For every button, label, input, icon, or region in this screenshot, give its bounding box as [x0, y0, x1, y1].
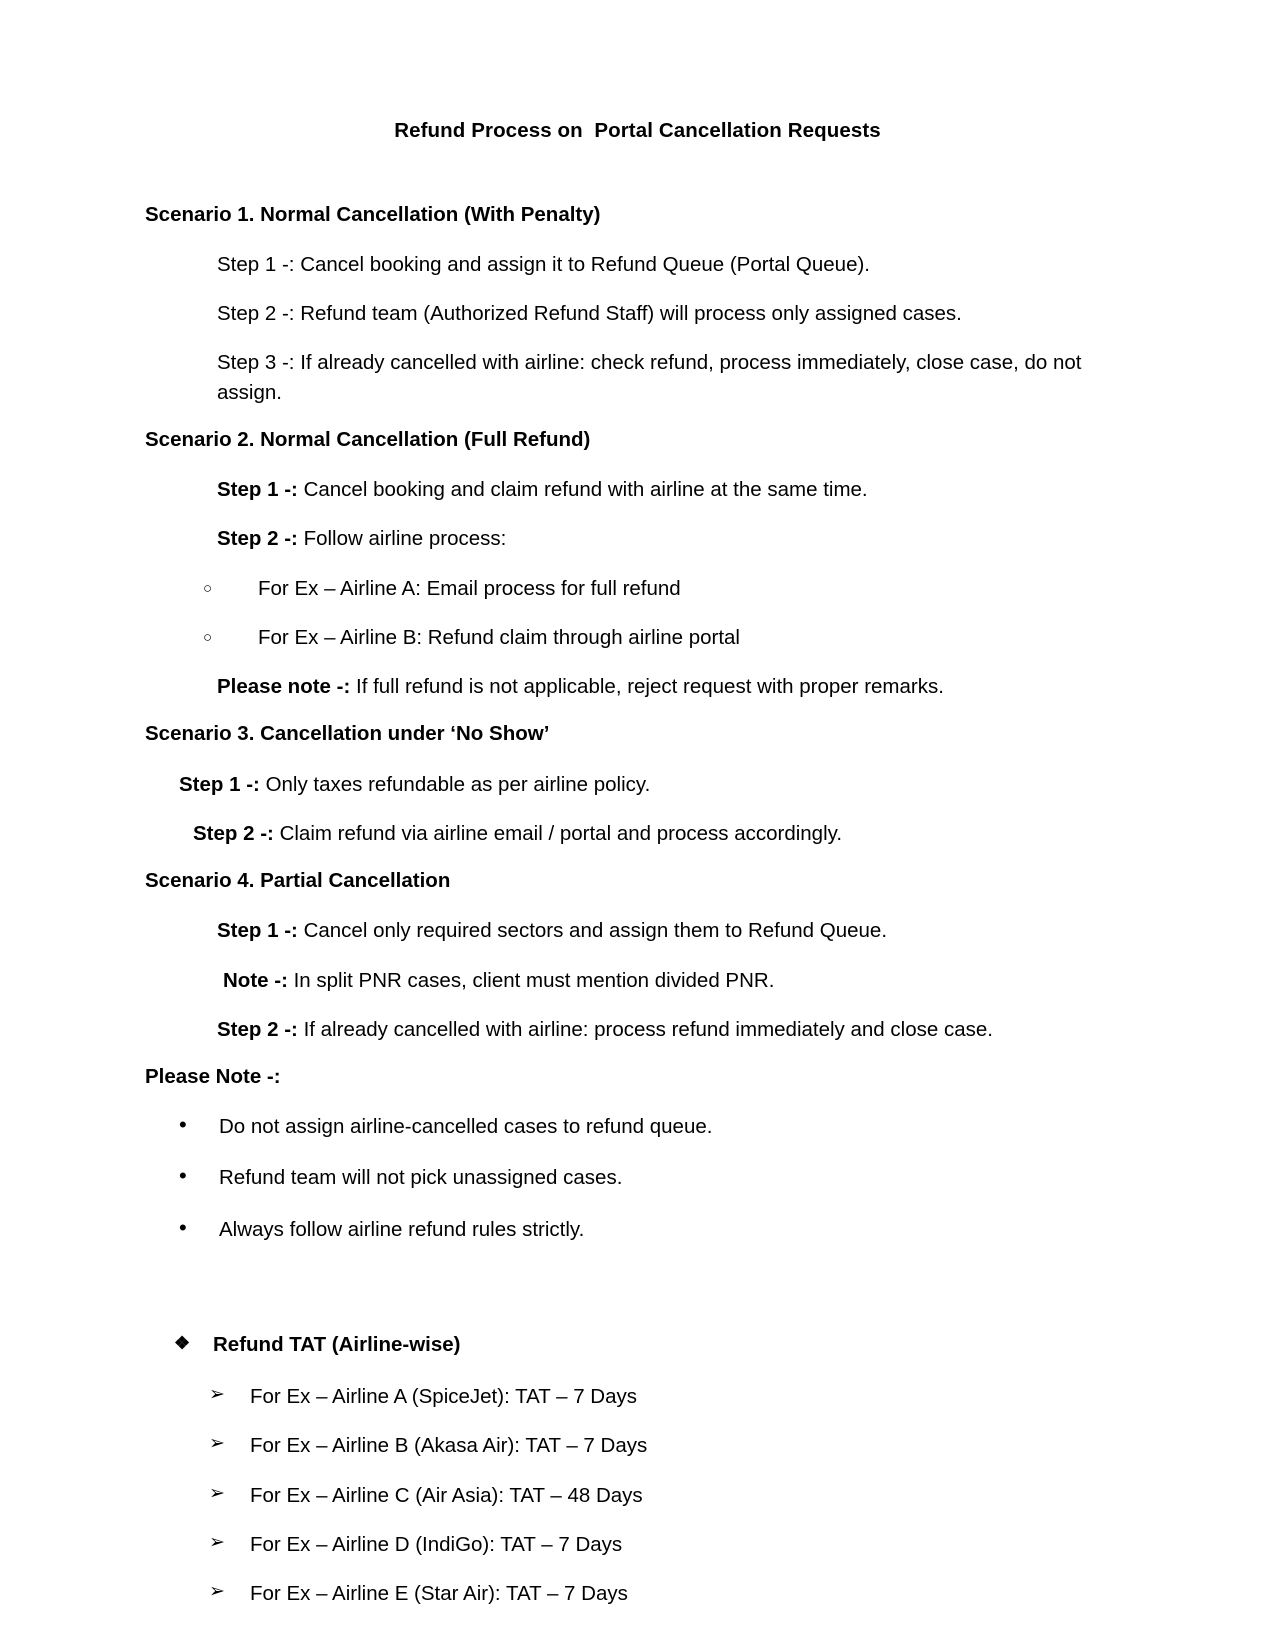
refund-tat-list	[145, 1382, 1130, 1608]
scenario-2-step-1-label: Step 1 -:	[217, 478, 298, 502]
round-bullet-icon: •	[179, 1163, 187, 1189]
scenario-3-step-1-label: Step 1 -:	[179, 772, 260, 796]
scenario-1-step-2-label: Step 2 -:	[217, 302, 295, 326]
scenario-2-note	[217, 672, 1130, 701]
section-gap	[145, 1266, 1130, 1332]
scenario-2-sub-item-2-text: For Ex – Airline B: Refund claim through airline portal	[258, 625, 740, 649]
scenario-1-step-1	[217, 250, 1130, 279]
scenario-2-step-2	[217, 524, 1130, 553]
scenario-1-step-3-text: If already cancelled with airline: check refund, process immediately, close case, do not assign.	[217, 351, 1082, 404]
refund-tat-heading	[174, 1332, 1130, 1359]
scenario-3-heading: Scenario 3. Cancellation under ‘No Show’	[145, 721, 550, 745]
scenario-1-heading: Scenario 1. Normal Cancellation (With Penalty)	[145, 202, 601, 226]
refund-tat-item-1-text: For Ex – Airline A (SpiceJet): TAT – 7 Days	[250, 1385, 637, 1409]
arrow-bullet-icon: ➢	[209, 1384, 225, 1406]
arrow-bullet-icon: ➢	[209, 1531, 225, 1553]
hollow-circle-bullet-icon: ○	[203, 628, 213, 646]
scenario-1-step-1-text: Cancel booking and assign it to Refund Queue (Portal Queue).	[294, 253, 870, 277]
scenario-1-step-3-label: Step 3 -:	[217, 351, 295, 375]
scenario-1-step-1-label: Step 1 -:	[217, 253, 295, 277]
page-title: Refund Process on Portal Cancellation Requests	[394, 119, 881, 142]
list-item	[179, 1163, 1130, 1192]
list-item	[209, 1579, 1130, 1608]
scenario-4-step-2-text: If already cancelled with airline: process refund immediately and close case.	[297, 1017, 993, 1041]
scenario-4-step-1	[217, 916, 1130, 945]
hollow-circle-bullet-icon: ○	[203, 579, 213, 597]
please-note-item-1-text: Do not assign airline-cancelled cases to refund queue.	[219, 1115, 713, 1139]
scenario-2-note-label: Please note -:	[217, 674, 351, 698]
scenario-4-step-1-label: Step 1 -:	[217, 919, 298, 943]
please-note-item-2-text: Refund team will not pick unassigned cases.	[219, 1166, 623, 1190]
please-note-list	[145, 1112, 1130, 1243]
list-item	[209, 1530, 1130, 1559]
scenario-4-step-1-text: Cancel only required sectors and assign them to Refund Queue.	[297, 919, 888, 943]
list-item	[203, 623, 1130, 652]
scenario-4-note-label: Note -:	[223, 968, 288, 992]
scenario-4-step-2-label: Step 2 -:	[217, 1017, 298, 1041]
refund-tat-item-3-text: For Ex – Airline C (Air Asia): TAT – 48 Days	[250, 1483, 643, 1507]
scenario-2-step-1	[217, 475, 1130, 504]
arrow-bullet-icon: ➢	[209, 1433, 225, 1455]
scenario-3-step-2	[193, 819, 1130, 848]
list-item	[179, 1214, 1130, 1244]
scenario-4-step-2	[217, 1015, 1130, 1044]
scenario-2-step-2-label: Step 2 -:	[217, 527, 298, 551]
refund-tat-item-4-text: For Ex – Airline D (IndiGo): TAT – 7 Days	[250, 1532, 623, 1556]
scenario-2-step-1-text: Cancel booking and claim refund with airline at the same time.	[297, 478, 868, 502]
round-bullet-icon: •	[179, 1112, 187, 1138]
scenario-2-sub-item-1-text: For Ex – Airline A: Email process for full refund	[258, 576, 681, 600]
scenario-1-step-3	[217, 348, 1130, 406]
scenario-2-heading: Scenario 2. Normal Cancellation (Full Refund)	[145, 427, 591, 451]
scenario-2-sub-list	[145, 574, 1130, 652]
scenario-4-note	[223, 966, 1130, 995]
title-spacer	[145, 144, 1130, 202]
diamond-bullet-icon: ❖	[174, 1332, 191, 1353]
refund-tat-item-5-text: For Ex – Airline E (Star Air): TAT – 7 Days	[250, 1581, 628, 1605]
scenario-4-heading: Scenario 4. Partial Cancellation	[145, 868, 451, 892]
scenario-2-note-text: If full refund is not applicable, reject request with proper remarks.	[350, 674, 944, 698]
scenario-2-step-2-text: Follow airline process:	[297, 527, 507, 551]
list-item	[209, 1382, 1130, 1411]
scenario-4-note-text: In split PNR cases, client must mention divided PNR.	[287, 968, 775, 992]
list-item	[209, 1431, 1130, 1460]
refund-tat-heading-text: Refund TAT (Airline-wise)	[213, 1332, 461, 1356]
list-item	[203, 574, 1130, 603]
scenario-1-step-2	[217, 299, 1130, 328]
please-note-item-3-text: Always follow airline refund rules strictly.	[219, 1217, 585, 1241]
arrow-bullet-icon: ➢	[209, 1580, 225, 1602]
scenario-3-step-2-text: Claim refund via airline email / portal and process accordingly.	[273, 821, 843, 845]
list-item	[209, 1481, 1130, 1510]
document-body	[145, 118, 1130, 1628]
please-note-heading: Please Note -:	[145, 1064, 281, 1088]
list-item	[179, 1112, 1130, 1141]
refund-tat-item-2-text: For Ex – Airline B (Akasa Air): TAT – 7 Days	[250, 1434, 648, 1458]
scenario-3-step-1	[179, 770, 1130, 799]
scenario-1-step-2-text: Refund team (Authorized Refund Staff) will process only assigned cases.	[294, 302, 962, 326]
scenario-3-step-2-label: Step 2 -:	[193, 821, 274, 845]
arrow-bullet-icon: ➢	[209, 1482, 225, 1504]
round-bullet-icon: •	[179, 1214, 187, 1240]
scenario-3-step-1-text: Only taxes refundable as per airline policy.	[259, 772, 651, 796]
